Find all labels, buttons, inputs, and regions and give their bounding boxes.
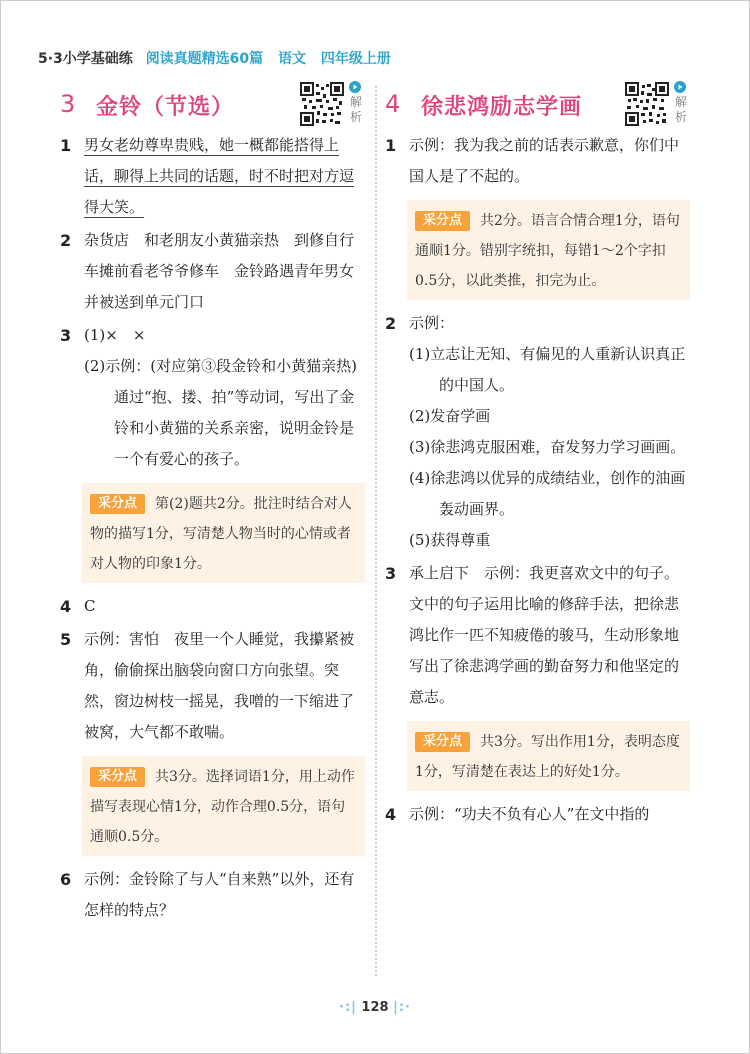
section-number: 3 [60,90,76,118]
scoring-badge: 采分点 [415,211,470,231]
answer-text: (2)示例：(对应第③段金铃和小黄猫亲热)通过“抱、搂、拍”等动词，写出了金铃和小黄猫的关系亲密，说明金铃是一个有爱心的孩子。 [84,357,357,468]
play-icon [674,81,686,93]
answer-item-5: 5 示例：害怕 夜里一个人睡觉，我攥紧被角，偷偷探出脑袋向窗口方向张望。突然，窗边树枝一摇晃，我噌的一下缩进了被窝，大气都不敢喘。 [60,630,355,741]
running-header [38,48,391,68]
answer-text: 示例：“功夫不负有心人”在文中指的 [409,805,650,823]
section-number: 4 [385,90,401,118]
answer-text: 示例：我为我之前的话表示歉意，你们中国人是了不起的。 [409,136,680,185]
answer-text: 示例：金铃除了与人“自来熟”以外，还有怎样的特点？ [84,870,355,919]
qr-label: 解析 [350,95,363,124]
book-grade: 四年级上册 [320,51,391,67]
answer-item-1: 1 男女老幼尊卑贵贱，她一概都能搭得上话，聊得上共同的话题，时不时把对方逗得大笑。 [60,136,355,216]
scoring-box [82,756,365,856]
book-subject: 语文 [278,51,307,67]
scoring-text: 共3分。写出作用1分，表明态度1分，写清楚在表达上的好处1分。 [415,734,680,780]
answer-item-1: 1 示例：我为我之前的话表示歉意，你们中国人是了不起的。 [385,136,680,185]
scoring-badge: 采分点 [90,494,145,514]
scoring-box [407,721,690,791]
scoring-badge: 采分点 [415,732,470,752]
answer-text: 承上启下 示例：我更喜欢文中的句子。文中的句子运用比喻的修辞手法，把徐悲鸿比作一匹不知疲倦的骏马，生动形象地写出了徐悲鸿学画的勤奋努力和他坚定的意志。 [409,564,680,706]
qr-code-icon[interactable] [300,82,344,126]
section-title: 徐悲鸿励志学画 [421,95,583,120]
qr-label: 解析 [675,95,688,124]
play-icon [349,81,361,93]
book-series: 阅读真题精选60篇 [145,51,264,67]
answer-text: 男女老幼尊卑贵贱，她一概都能搭得上话，聊得上共同的话题，时不时把对方逗得大笑。 [84,136,355,216]
book-brand: 5·3小学基础练 [38,51,133,67]
answer-item-4: 4 示例：“功夫不负有心人”在文中指的 [385,805,650,824]
answer-text: 示例： [409,314,455,332]
page-footer [0,1000,750,1015]
section-title: 金铃（节选） [96,95,235,120]
scoring-text: 共2分。语言合情合理1分，语句通顺1分。错别字统扣，每错1～2个字扣0.5分，以此类推，扣完为止。 [415,213,680,289]
answer-text: 杂货店 和老朋友小黄猫亲热 到修自行车摊前看老爷爷修车 金铃路遇青年男女并被送到单元门口 [84,231,355,311]
scoring-text: 共3分。选择词语1分，用上动作描写表现心情1分，动作合理0.5分，语句通顺0.5分。 [90,769,355,845]
scoring-text: 第(2)题共2分。批注时结合对人物的描写1分，写清楚人物当时的心情或者对人物的印象1分。 [90,496,352,572]
ornament-left: ·:| [339,1000,357,1015]
answer-text: (1)× × [84,326,146,344]
answer-item-2: 2 杂货店 和老朋友小黄猫亲热 到修自行车摊前看老爷爷修车 金铃路遇青年男女并被送到单元门口 [60,231,355,311]
left-column [60,82,365,926]
scoring-box [407,200,690,300]
right-column [385,82,690,830]
answer-item-2: 2 示例： (1)立志让无知、有偏见的人重新认识真正的中国人。 (2)发奋学画 (3)徐悲鸿克服困难，奋发努力学习画画。 (4)徐悲鸿以优异的成绩结业，创作的油画轰动画界。 (5)获得尊重 [385,308,690,556]
page-number: 128 [361,1000,389,1015]
scoring-box [82,483,365,583]
sub-answer: (4)徐悲鸿以优异的成绩结业，创作的油画轰动画界。 [409,469,686,518]
column-divider [375,86,377,976]
answer-text: 示例：害怕 夜里一个人睡觉，我攥紧被角，偷偷探出脑袋向窗口方向张望。突然，窗边树枝一摇晃，我噌的一下缩进了被窝，大气都不敢喘。 [84,630,355,741]
answer-item-6: 6 示例：金铃除了与人“自来熟”以外，还有怎样的特点？ [60,870,355,919]
sub-answer: (3)徐悲鸿克服困难，奋发努力学习画画。 [409,438,686,456]
answer-text: C [84,597,96,615]
section-header [385,82,690,128]
sub-answer: (2)发奋学画 [409,407,491,425]
answer-item-3: 3 (1)× × (2)示例：(对应第③段金铃和小黄猫亲热)通过“抱、搂、拍”等动词，写出了金铃和小黄猫的关系亲密，说明金铃是一个有爱心的孩子。 [60,320,365,475]
sub-answer: (1)立志让无知、有偏见的人重新认识真正的中国人。 [409,345,686,394]
qr-code-icon[interactable] [625,82,669,126]
scoring-badge: 采分点 [90,767,145,787]
sub-answer: (5)获得尊重 [409,531,491,549]
answer-item-4: 4 C [60,597,96,616]
section-header [60,82,365,128]
ornament-right: |:· [393,1000,411,1015]
answer-item-3: 3 承上启下 示例：我更喜欢文中的句子。文中的句子运用比喻的修辞手法，把徐悲鸿比作一匹不知疲倦的骏马，生动形象地写出了徐悲鸿学画的勤奋努力和他坚定的意志。 [385,564,680,706]
